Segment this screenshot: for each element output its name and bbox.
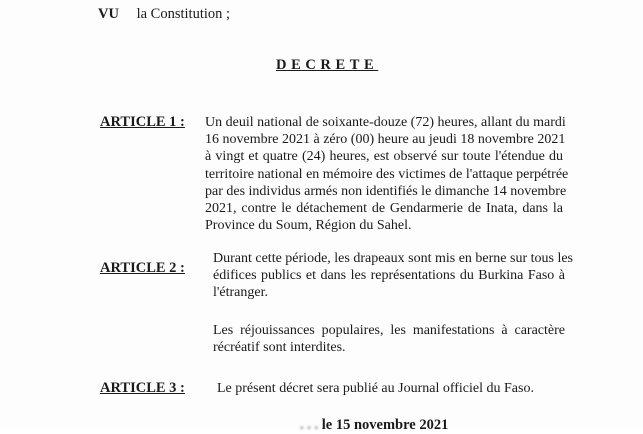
text-line: 16 novembre 2021 à zéro (00) heure au jeudi 18 novembre 2021 (205, 132, 566, 148)
vu-text: la Constitution ; (136, 6, 231, 22)
text-line: Le présent décret sera publié au Journal officiel du Faso. (217, 381, 534, 396)
decree-heading: DECRETE (276, 57, 379, 73)
article-1-text (205, 114, 569, 234)
vu-keyword: VU (98, 6, 119, 22)
signoff-line (300, 417, 448, 434)
text-line: Les réjouissances populaires, les manifestations à caractère (213, 323, 565, 338)
article-3-label: ARTICLE 3 : (100, 380, 185, 396)
text-line: 2021, contre le détachement de Gendarmerie de Inata, dans la (205, 201, 563, 217)
text-line: par des individus armés non identifiés le dimanche 14 novembre (205, 183, 567, 199)
signoff-date: le 15 novembre 2021 (321, 417, 449, 433)
article-2-paragraph-2 (213, 322, 565, 356)
signoff-place: . . . (300, 417, 319, 433)
text-line: l'étranger. (213, 285, 268, 301)
text-line: récréatif sont interdites. (213, 340, 346, 356)
text-line: édifices publics et dans les représentations du Burkina Faso à (213, 268, 565, 284)
article-1-label: ARTICLE 1 : (100, 114, 185, 130)
article-2-paragraph-1 (213, 250, 574, 302)
text-line: territoire national en mémoire des victimes de l'attaque perpétrée (205, 166, 569, 182)
text-line: à vingt et quatre (24) heures, est observé sur toute l'étendue du (205, 149, 563, 165)
article-3-text (217, 380, 557, 397)
text-line: Durant cette période, les drapeaux sont mis en berne sur tous les (213, 251, 574, 266)
text-line: Province du Soum, Région du Sahel. (205, 218, 412, 234)
vu-line (98, 6, 230, 23)
text-line: Un deuil national de soixante-douze (72) heures, allant du mardi (205, 115, 566, 130)
article-2-label: ARTICLE 2 : (100, 260, 185, 276)
